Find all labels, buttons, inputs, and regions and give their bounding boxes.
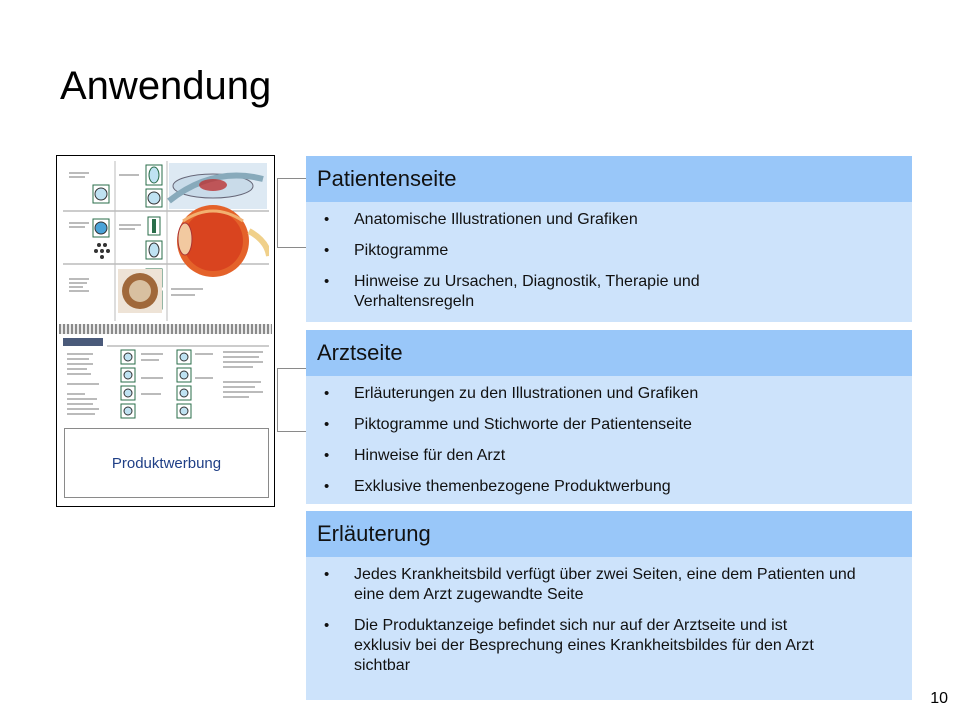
bullet-list — [316, 210, 902, 312]
list-item: • Erläuterungen zu den Illustrationen und Grafiken — [316, 384, 902, 404]
connector-doctor — [277, 368, 306, 432]
section-heading: Arztseite — [306, 330, 912, 376]
section-explanation — [306, 511, 912, 700]
section-body — [306, 557, 912, 700]
list-item: • Piktogramme und Stichworte der Patientenseite — [316, 415, 902, 435]
list-item: • Piktogramme — [316, 241, 902, 261]
list-item: • Hinweise zu Ursachen, Diagnostik, Therapie und Verhaltensregeln — [316, 272, 786, 312]
page-number: 10 — [930, 690, 948, 707]
list-item: • Exklusive themenbezogene Produktwerbung — [316, 477, 902, 497]
patient-page-illustration — [63, 161, 269, 321]
slide-title: Anwendung — [60, 64, 272, 108]
list-item: • Die Produktanzeige befindet sich nur auf der Arztseite und ist exklusiv bei der Besprechung eines Krankheitsbildes für den Arzt sichtbar — [316, 616, 846, 676]
bullet-list — [316, 565, 902, 676]
section-doctor-page — [306, 330, 912, 504]
product-advertising-box — [64, 428, 269, 498]
section-heading: Patientenseite — [306, 156, 912, 202]
section-body — [306, 376, 912, 504]
list-item: • Jedes Krankheitsbild verfügt über zwei Seiten, eine dem Patienten und eine dem Arzt zugewandte Seite — [316, 565, 856, 605]
product-sheet-image — [56, 155, 275, 507]
bullet-list — [316, 384, 902, 497]
promo-label: Produktwerbung — [111, 454, 222, 472]
spiral-binding — [59, 324, 272, 334]
doctor-page-illustration — [63, 338, 269, 428]
section-body — [306, 202, 912, 322]
list-item: • Hinweise für den Arzt — [316, 446, 902, 466]
section-patient-page — [306, 156, 912, 322]
connector-patient — [277, 178, 306, 248]
list-item: • Anatomische Illustrationen und Grafiken — [316, 210, 902, 230]
section-heading: Erläuterung — [306, 511, 912, 557]
